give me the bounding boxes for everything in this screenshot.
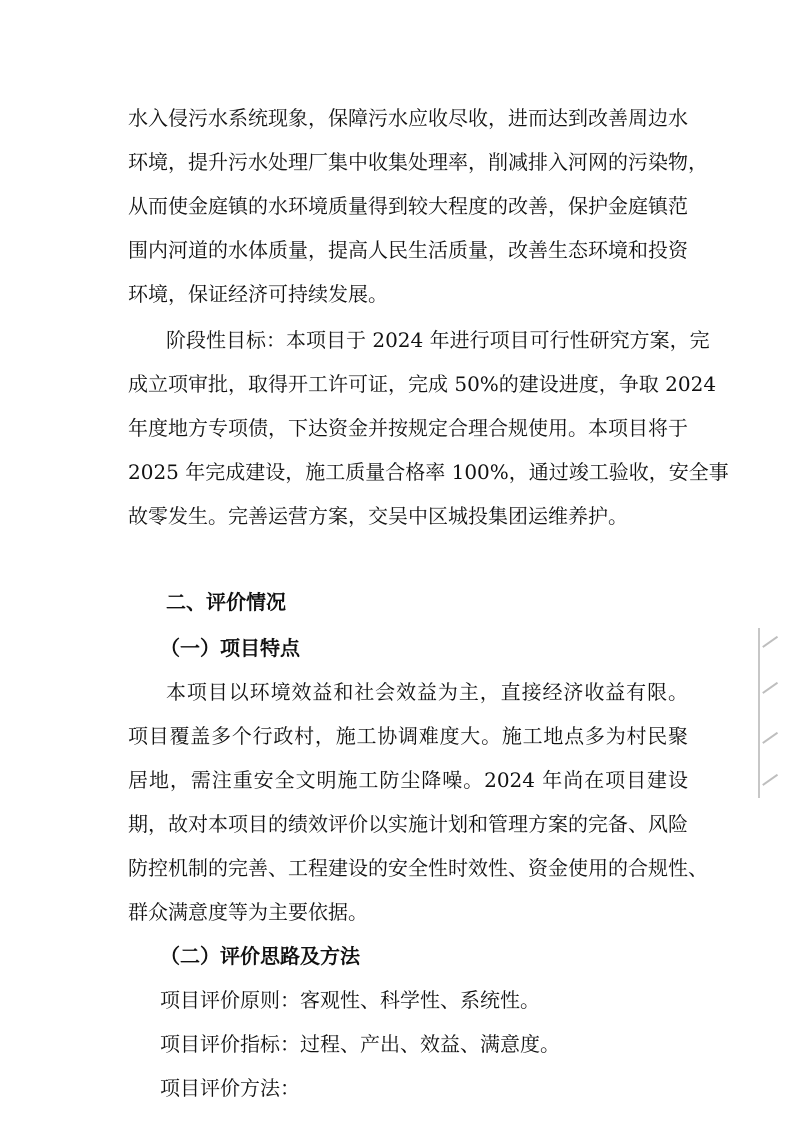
paragraph-line: 水入侵污水系统现象，保障污水应收尽收，进而达到改善周边水 — [128, 106, 688, 130]
paragraph-line: 年度地方专项债，下达资金并按规定合理合规使用。本项目将于 — [128, 416, 688, 440]
paragraph-line: 项目评价方法： — [160, 1076, 300, 1100]
paragraph-line: 围内河道的水体质量，提高人民生活质量，改善生态环境和投资 — [128, 238, 688, 262]
seam-stamp-mark — [758, 628, 788, 798]
paragraph-line: 阶段性目标：本项目于 2024 年进行项目可行性研究方案，完 — [166, 328, 710, 352]
section-heading: 二、评价情况 — [166, 590, 286, 614]
paragraph-line: 故零发生。完善运营方案，交吴中区城投集团运维养护。 — [128, 504, 628, 528]
paragraph-line: 2025 年完成建设，施工质量合格率 100%，通过竣工验收，安全事 — [128, 460, 729, 484]
paragraph-line: 防控机制的完善、工程建设的安全性时效性、资金使用的合规性、 — [128, 856, 708, 880]
paragraph-line: 成立项审批，取得开工许可证，完成 50%的建设进度，争取 2024 — [128, 372, 717, 396]
paragraph-line: 项目评价原则：客观性、科学性、系统性。 — [160, 988, 540, 1012]
paragraph-line: 环境，提升污水处理厂集中收集处理率，削减排入河网的污染物， — [128, 150, 708, 174]
paragraph-line: 从而使金庭镇的水环境质量得到较大程度的改善，保护金庭镇范 — [128, 194, 688, 218]
paragraph-line: 居地，需注重安全文明施工防尘降噪。2024 年尚在项目建设 — [128, 768, 688, 792]
paragraph-line: 期，故对本项目的绩效评价以实施计划和管理方案的完备、风险 — [128, 812, 688, 836]
paragraph-line: 环境，保证经济可持续发展。 — [128, 282, 388, 306]
paragraph-line: 本项目以环境效益和社会效益为主，直接经济收益有限。 — [166, 680, 688, 704]
paragraph-line: 群众满意度等为主要依据。 — [128, 900, 368, 924]
paragraph-line: 项目评价指标：过程、产出、效益、满意度。 — [160, 1032, 560, 1056]
subsection-heading: （一）项目特点 — [160, 636, 300, 660]
paragraph-line: 项目覆盖多个行政村，施工协调难度大。施工地点多为村民聚 — [128, 724, 688, 748]
subsection-heading: （二）评价思路及方法 — [160, 944, 360, 968]
